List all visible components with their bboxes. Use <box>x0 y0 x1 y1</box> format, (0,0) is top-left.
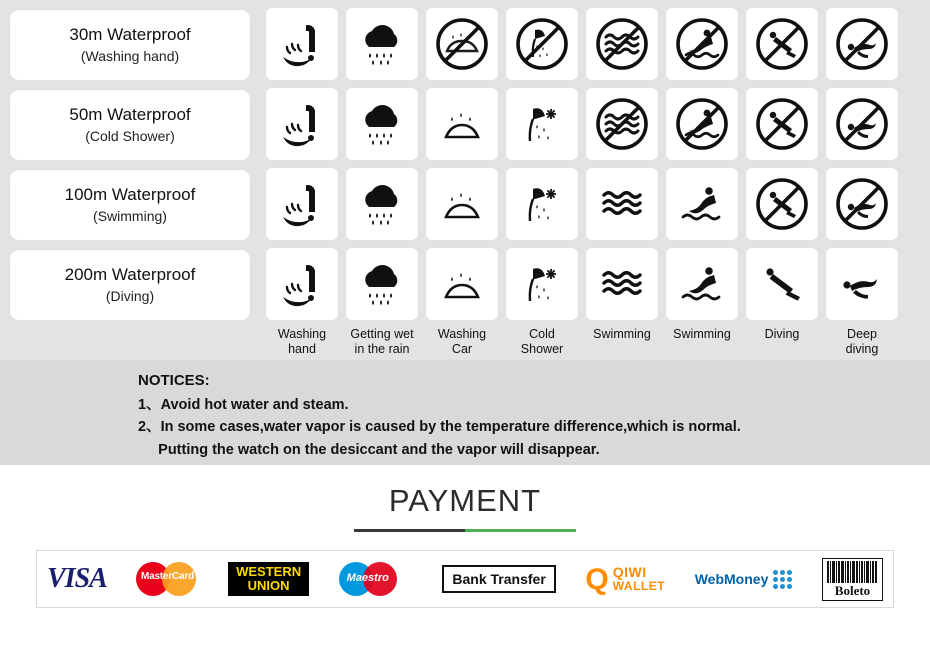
diving-board-forbidden-icon <box>753 95 811 153</box>
swimmer-dive-forbidden-icon <box>673 95 731 153</box>
rain-cloud-icon <box>355 97 409 151</box>
washing-car-icon <box>435 97 489 151</box>
swimmer-dive-icon <box>675 177 729 231</box>
level-title: 100m Waterproof <box>64 184 196 204</box>
washing-hand-icon-cell <box>266 168 338 240</box>
deep-diving-forbidden-icon-cell <box>826 168 898 240</box>
swimming-waves-icon <box>595 257 649 311</box>
boleto-label: Boleto <box>834 582 871 598</box>
level-subtitle: (Swimming) <box>93 208 167 225</box>
swimming-waves-icon-cell <box>586 248 658 320</box>
label-line1: Swimming <box>593 327 651 341</box>
washing-hand-icon-cell <box>266 248 338 320</box>
activity-label-cold-shower <box>506 327 578 357</box>
deep-diving-forbidden-icon-cell <box>826 88 898 160</box>
mastercard-label: MasterCard <box>140 571 194 582</box>
washing-hand-icon <box>275 257 329 311</box>
swimming-waves-forbidden-icon <box>593 15 651 73</box>
label-line2: Shower <box>520 341 564 356</box>
qiwi-line1: QIWI <box>612 564 647 581</box>
mastercard-logo <box>136 562 198 596</box>
qiwi-line2: WALLET <box>612 579 666 594</box>
diving-board-forbidden-icon <box>753 175 811 233</box>
diving-board-forbidden-icon <box>753 15 811 73</box>
rain-cloud-icon-cell <box>346 248 418 320</box>
label-line2: hand <box>288 341 316 356</box>
level-subtitle: (Cold Shower) <box>85 128 175 145</box>
diving-board-forbidden-icon-cell <box>746 8 818 80</box>
label-line1: Washing <box>277 327 327 341</box>
boleto-logo <box>822 558 883 601</box>
cold-shower-icon <box>515 177 569 231</box>
underline-accent-segment <box>465 529 576 532</box>
deep-diving-forbidden-icon-cell <box>826 8 898 80</box>
diving-board-icon-cell <box>746 248 818 320</box>
deep-diving-icon <box>835 257 889 311</box>
webmoney-label: WebMoney <box>694 571 769 587</box>
underline-dark-segment <box>354 529 465 532</box>
payment-section <box>0 465 930 645</box>
deep-diving-icon-cell <box>826 248 898 320</box>
washing-car-forbidden-icon-cell <box>426 8 498 80</box>
activity-label-rain <box>346 327 418 357</box>
notice-line-3: Putting the watch on the desiccant and the vapor will disappear. <box>138 441 600 458</box>
diving-board-forbidden-icon-cell <box>746 168 818 240</box>
payment-method-boleto[interactable] <box>822 556 883 602</box>
washing-hand-icon <box>275 17 329 71</box>
cold-shower-icon <box>515 97 569 151</box>
icon-row-50m <box>266 88 924 160</box>
diving-board-icon <box>755 257 809 311</box>
label-line1: Diving <box>764 327 800 341</box>
wu-line2: UNION <box>247 578 290 593</box>
rain-cloud-icon <box>355 177 409 231</box>
maestro-logo <box>339 562 413 596</box>
activity-label-washing-hand <box>266 327 338 357</box>
deep-diving-forbidden-icon <box>833 15 891 73</box>
label-line1: Deep <box>847 327 877 341</box>
waterproof-level-card <box>10 90 250 160</box>
rain-cloud-icon-cell <box>346 168 418 240</box>
diving-board-forbidden-icon-cell <box>746 88 818 160</box>
label-line1: Cold <box>529 327 555 341</box>
qiwi-mark-icon: Q <box>585 562 609 596</box>
mastercard-circles-icon <box>136 562 198 596</box>
icon-row-200m <box>266 248 924 320</box>
cold-shower-forbidden-icon-cell <box>506 8 578 80</box>
notice-line-1: 1、Avoid hot water and steam. <box>138 397 349 413</box>
visa-logo: VISA <box>47 563 107 594</box>
washing-car-forbidden-icon <box>433 15 491 73</box>
swimmer-dive-icon-cell <box>666 168 738 240</box>
swimmer-dive-forbidden-icon <box>673 15 731 73</box>
payment-method-mastercard[interactable] <box>136 556 198 602</box>
washing-car-icon-cell <box>426 88 498 160</box>
activity-label-diving <box>746 327 818 357</box>
label-line2: Car <box>451 341 473 356</box>
label-line1: Getting wet <box>350 327 414 341</box>
swimmer-dive-icon-cell <box>666 248 738 320</box>
barcode-icon <box>827 561 878 583</box>
icon-row-100m <box>266 168 924 240</box>
activity-labels-row <box>266 327 924 357</box>
payment-method-visa[interactable] <box>47 556 107 602</box>
rain-cloud-icon <box>355 257 409 311</box>
maestro-label: Maestro <box>346 572 389 584</box>
cold-shower-icon-cell <box>506 168 578 240</box>
label-line1: Swimming <box>673 327 731 341</box>
washing-hand-icon-cell <box>266 8 338 80</box>
level-subtitle: (Washing hand) <box>80 48 180 65</box>
waterproof-levels-column <box>0 0 258 360</box>
payment-method-webmoney[interactable] <box>695 556 793 602</box>
qiwi-logo <box>585 562 666 596</box>
cold-shower-icon <box>515 257 569 311</box>
western-union-logo <box>228 562 309 595</box>
webmoney-logo <box>695 570 793 589</box>
level-title: 30m Waterproof <box>69 24 191 44</box>
level-subtitle: (Diving) <box>105 288 155 305</box>
activity-icon-grid <box>258 0 930 360</box>
swimmer-dive-forbidden-icon-cell <box>666 88 738 160</box>
swimming-waves-icon <box>595 177 649 231</box>
icon-row-30m <box>266 8 924 80</box>
payment-title: PAYMENT <box>388 483 542 518</box>
washing-hand-icon <box>275 97 329 151</box>
wu-line1: WESTERN <box>236 564 302 580</box>
waterproof-level-card <box>10 250 250 320</box>
swimming-waves-forbidden-icon-cell <box>586 88 658 160</box>
payment-method-western-union[interactable] <box>228 556 309 602</box>
cold-shower-icon-cell <box>506 88 578 160</box>
swimming-waves-icon-cell <box>586 168 658 240</box>
activity-label-washing-car <box>426 327 498 357</box>
washing-car-icon <box>435 257 489 311</box>
activity-label-deep-diving <box>826 327 898 357</box>
label-line2: diving <box>845 341 879 356</box>
webmoney-dots-icon <box>773 570 792 589</box>
rain-cloud-icon-cell <box>346 8 418 80</box>
payment-method-bank-transfer[interactable] <box>442 556 555 602</box>
notices-section <box>0 360 930 465</box>
label-line1: Washing <box>437 327 487 341</box>
activity-label-swimming-2 <box>666 327 738 357</box>
swimming-waves-forbidden-icon <box>593 95 651 153</box>
payment-method-qiwi-wallet[interactable] <box>585 556 665 602</box>
notices-title: NOTICES: <box>138 372 210 389</box>
swimming-waves-forbidden-icon-cell <box>586 8 658 80</box>
washing-hand-icon-cell <box>266 88 338 160</box>
label-line2: in the rain <box>354 341 410 356</box>
washing-hand-icon <box>275 177 329 231</box>
payment-method-maestro[interactable] <box>339 556 413 602</box>
level-title: 200m Waterproof <box>64 264 196 284</box>
notice-line-2: 2、In some cases,water vapor is caused by the temperature difference,which is normal. <box>138 419 741 436</box>
swimmer-dive-icon <box>675 257 729 311</box>
swimmer-dive-forbidden-icon-cell <box>666 8 738 80</box>
payment-methods-strip <box>36 550 894 608</box>
waterproof-level-card <box>10 10 250 80</box>
activity-label-swimming-1 <box>586 327 658 357</box>
deep-diving-forbidden-icon <box>833 95 891 153</box>
bank-transfer-logo: Bank Transfer <box>442 565 555 593</box>
rain-cloud-icon-cell <box>346 88 418 160</box>
level-title: 50m Waterproof <box>69 104 191 124</box>
cold-shower-icon-cell <box>506 248 578 320</box>
washing-car-icon-cell <box>426 248 498 320</box>
washing-car-icon-cell <box>426 168 498 240</box>
payment-title-underline <box>354 529 576 532</box>
cold-shower-forbidden-icon <box>513 15 571 73</box>
washing-car-icon <box>435 177 489 231</box>
waterproof-level-card <box>10 170 250 240</box>
deep-diving-forbidden-icon <box>833 175 891 233</box>
rain-cloud-icon <box>355 17 409 71</box>
